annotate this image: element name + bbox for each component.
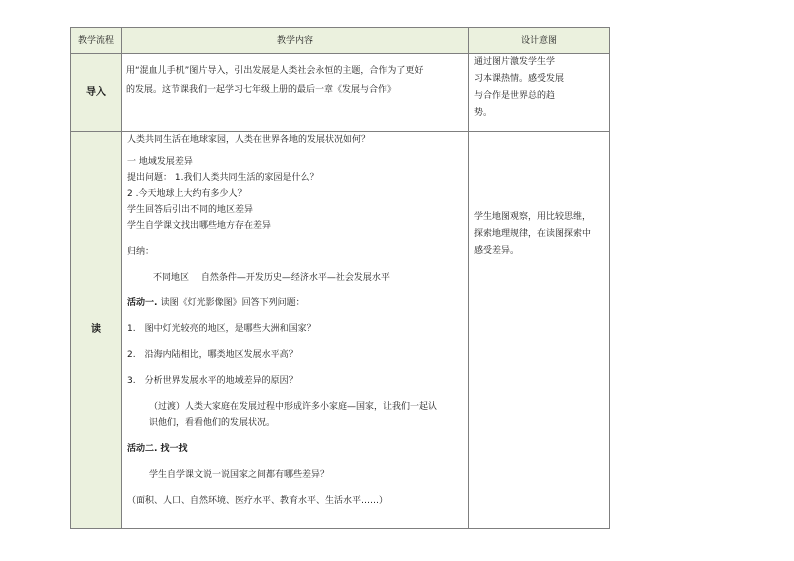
read-line: 人类共同生活在地球家园，人类在世界各地的发展状况如何？ bbox=[127, 135, 371, 145]
read-line: 学生自学课文找出哪些地方存在差异 bbox=[127, 221, 272, 231]
read-line: 提出问题： 1.我们人类共同生活的家园是什么？ bbox=[127, 173, 319, 183]
intro-purpose-line: 与合作是世界总的趋 bbox=[474, 91, 556, 101]
header-design-intent: 设计意图 bbox=[469, 28, 610, 54]
activity-one-text: 读图《灯光影像图》回答下列问题： bbox=[160, 298, 305, 308]
intro-purpose-line: 通过图片激发学生学 bbox=[474, 57, 556, 67]
read-line: 学生回答后引出不同的地区差异 bbox=[127, 205, 254, 215]
question-item: 2. 沿海内陆相比，哪类地区发展水平高？ bbox=[127, 350, 298, 360]
read-purpose-line: 探索地理规律，在读图探索中 bbox=[474, 229, 592, 239]
read-line: 学生自学课文说一说国家之间都有哪些差异？ bbox=[149, 470, 330, 480]
question-item: 3. 分析世界发展水平的地域差异的原因？ bbox=[127, 376, 298, 386]
table-row-read bbox=[71, 132, 610, 529]
intro-purpose-cell bbox=[469, 54, 610, 132]
transition-line: 识他们，看看他们的发展状况。 bbox=[149, 418, 276, 428]
intro-content-line: 的发展。这节课我们一起学习七年级上册的最后一章《发展与合作》 bbox=[126, 85, 397, 95]
activity-one-line bbox=[127, 296, 464, 310]
lesson-plan-table bbox=[70, 27, 610, 529]
intro-purpose-line: 习本课热情。感受发展 bbox=[474, 74, 565, 84]
activity-two-heading: 活动二. 找一找 bbox=[127, 444, 188, 454]
intro-content-cell bbox=[122, 54, 469, 132]
differences-list: （面积、人口、自然环境、医疗水平、教育水平、生活水平……） bbox=[127, 496, 389, 506]
summary-chain: 不同地区 自然条件—开发历史—经济水平—社会发展水平 bbox=[153, 273, 390, 283]
read-content-cell bbox=[122, 132, 469, 529]
read-purpose-line: 学生地图观察，用比较思维， bbox=[474, 212, 592, 222]
intro-label: 导入 bbox=[71, 54, 122, 132]
section-heading: 一 地域发展差异 bbox=[127, 157, 193, 167]
lesson-plan-document bbox=[70, 27, 610, 529]
summary-heading: 归纳： bbox=[127, 247, 155, 257]
intro-purpose-line: 势。 bbox=[474, 108, 493, 118]
table-header-row bbox=[71, 28, 610, 54]
header-teaching-flow: 教学流程 bbox=[71, 28, 122, 54]
transition-line: （过渡）人类大家庭在发展过程中形成许多小家庭—国家，让我们一起认 bbox=[149, 402, 438, 412]
read-purpose-line: 感受差异。 bbox=[474, 246, 520, 256]
read-line: 2 .今天地球上大约有多少人？ bbox=[127, 189, 247, 199]
read-label: 读 bbox=[71, 132, 122, 529]
intro-content-line: 用“混血儿手机”图片导入，引出发展是人类社会永恒的主题，合作为了更好 bbox=[126, 66, 424, 76]
table-row-intro bbox=[71, 54, 610, 132]
read-purpose-cell bbox=[469, 132, 610, 529]
activity-one-label: 活动一. bbox=[127, 298, 161, 308]
question-item: 1. 图中灯光较亮的地区，是哪些大洲和国家？ bbox=[127, 324, 316, 334]
header-teaching-content: 教学内容 bbox=[122, 28, 469, 54]
